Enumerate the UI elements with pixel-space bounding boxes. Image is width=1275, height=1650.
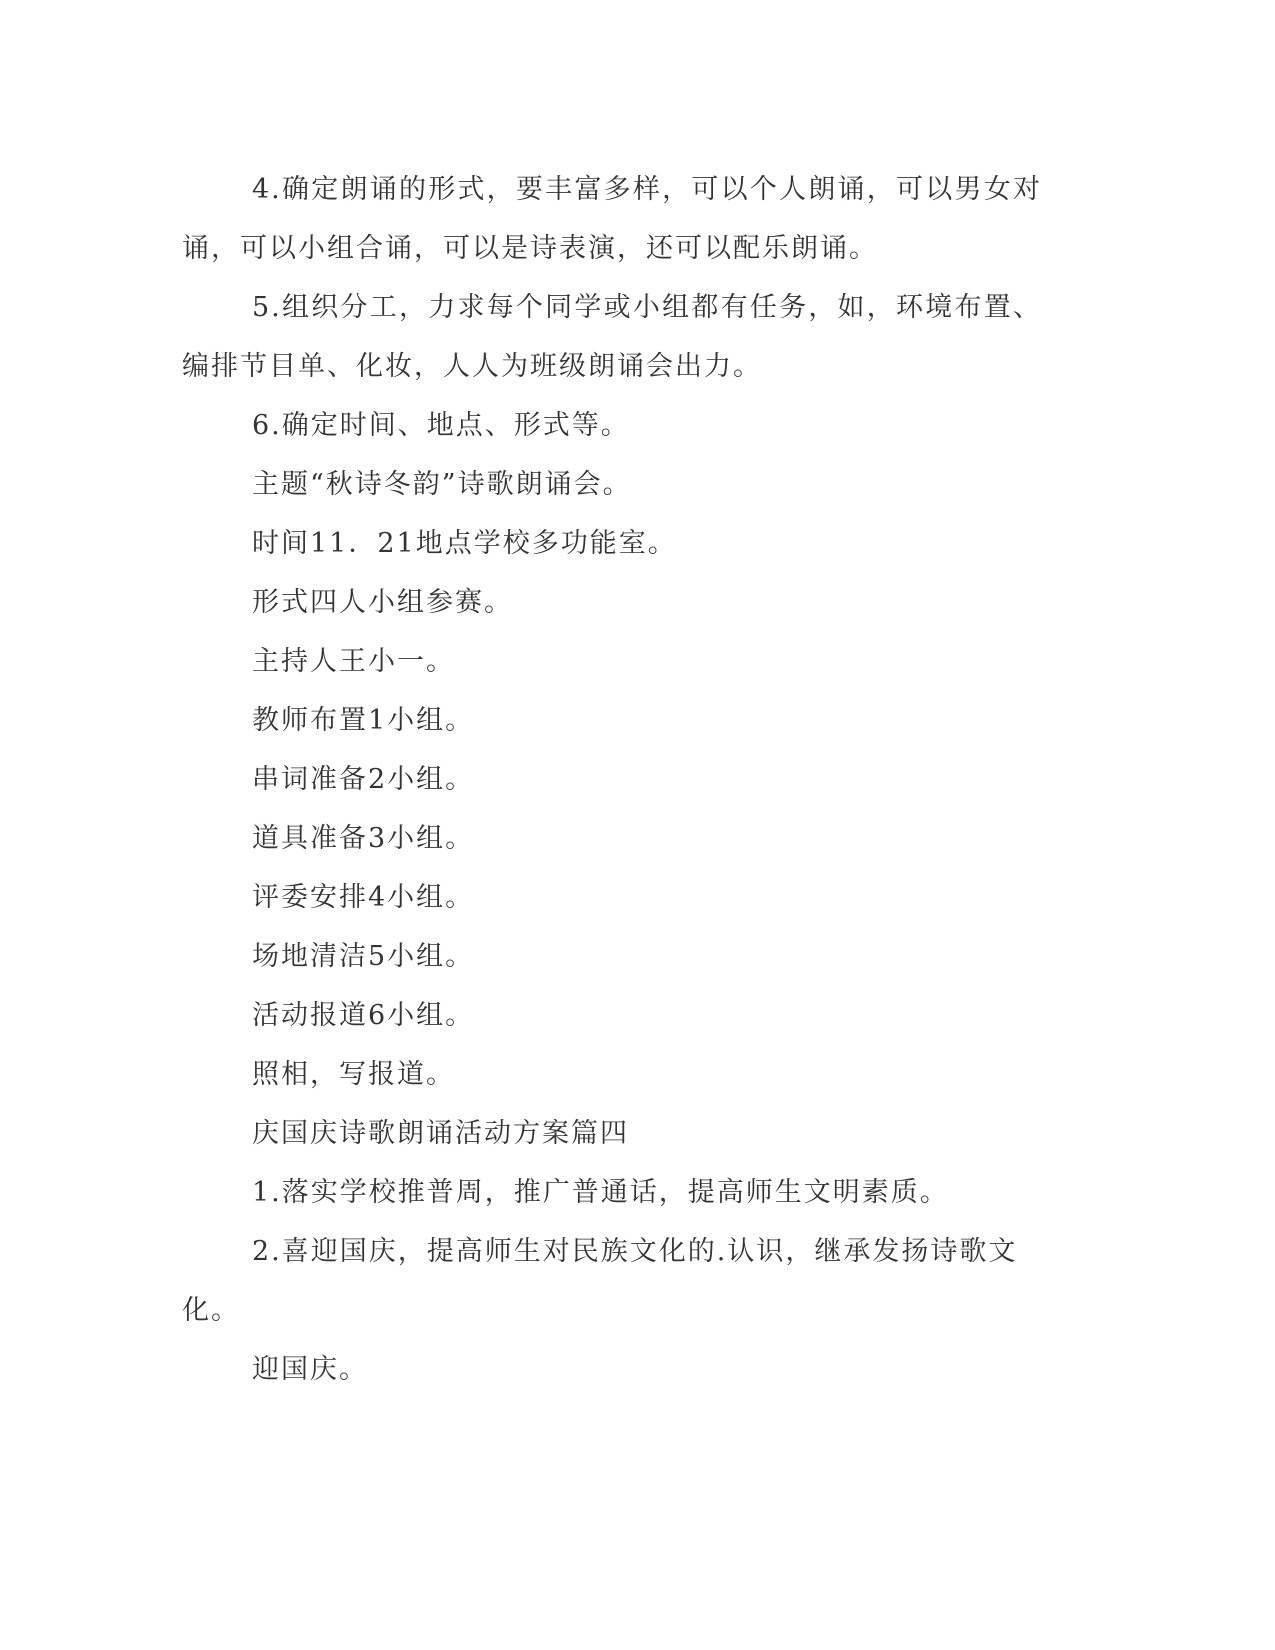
- paragraph-recitation-form: 4.确定朗诵的形式，要丰富多样，可以个人朗诵，可以男女对诵，可以小组合诵，可以是诗表演，还可以配乐朗诵。: [182, 174, 1042, 264]
- paragraph-group-6: 活动报道6小组。: [252, 1000, 475, 1031]
- paragraph-group-5: 场地清洁5小组。: [252, 941, 475, 972]
- paragraph-group-4: 评委安排4小组。: [252, 882, 475, 913]
- paragraph-time-place-form: 6.确定时间、地点、形式等。: [252, 410, 630, 441]
- paragraph-group-3: 道具准备3小组。: [252, 823, 475, 854]
- paragraph-host: 主持人王小一。: [252, 646, 455, 677]
- paragraph-photo-report: 照相，写报道。: [252, 1059, 455, 1090]
- paragraph-group-2: 串词准备2小组。: [252, 764, 475, 795]
- paragraph-section-goal-2: 2.喜迎国庆，提高师生对民族文化的.认识，继承发扬诗歌文化。: [182, 1236, 1018, 1326]
- paragraph-group-1: 教师布置1小组。: [252, 705, 475, 736]
- document-body: [182, 160, 1042, 1399]
- paragraph-format: 形式四人小组参赛。: [252, 587, 513, 618]
- paragraph-time-location: 时间11．21地点学校多功能室。: [252, 528, 677, 559]
- paragraph-theme: 主题“秋诗冬韵”诗歌朗诵会。: [252, 469, 632, 500]
- paragraph-section-goal-1: 1.落实学校推普周，推广普通话，提高师生文明素质。: [252, 1177, 949, 1208]
- section-title: 庆国庆诗歌朗诵活动方案篇四: [252, 1118, 629, 1149]
- paragraph-division-of-labor: 5.组织分工，力求每个同学或小组都有任务，如，环境布置、编排节目单、化妆，人人为班级朗诵会出力。: [182, 292, 1042, 382]
- paragraph-section-theme: 迎国庆。: [252, 1354, 368, 1385]
